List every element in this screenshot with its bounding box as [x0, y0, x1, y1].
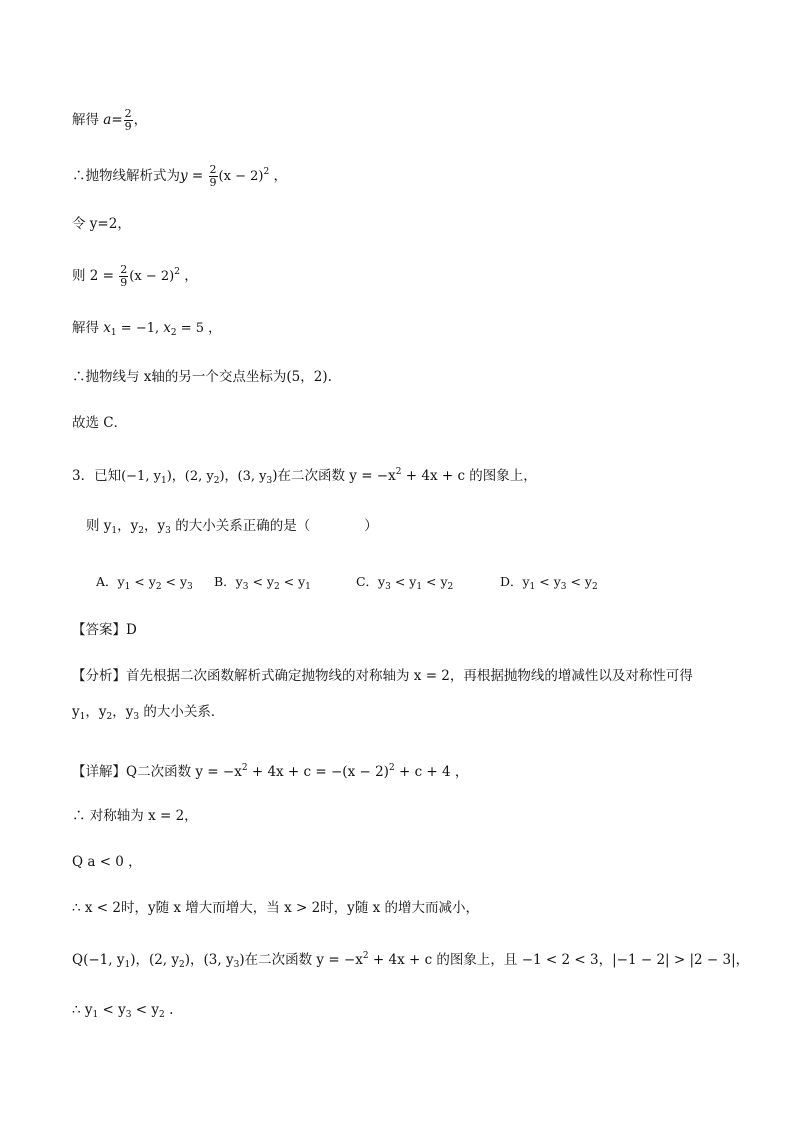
var-x2: x [163, 320, 171, 336]
punct: ， [269, 168, 287, 184]
text: )，(2, y [130, 952, 180, 968]
exponent: 2 [241, 763, 248, 773]
subscript: 3 [133, 712, 140, 722]
point-3: )，(3, y [219, 469, 267, 484]
subscript: 2 [170, 328, 177, 338]
analysis-line-2 [72, 702, 224, 727]
option-d [500, 572, 598, 597]
subscript: 2 [447, 582, 454, 592]
text: < y [98, 1002, 126, 1018]
point-1: (−1, y [121, 469, 161, 484]
answer-line: 【答案】D [72, 622, 137, 638]
points-line [72, 946, 749, 975]
text: < y [248, 574, 274, 589]
var-a: a [103, 112, 112, 128]
text: )在二次函数 y = −x [239, 952, 363, 968]
text: ∴抛物线解析式为 [72, 168, 180, 184]
text: < y [161, 574, 188, 589]
denominator: 9 [209, 176, 217, 189]
text: 解得 [72, 320, 104, 336]
text: )在二次函数 y = −x [272, 468, 396, 484]
subscript: 2 [106, 712, 113, 722]
fraction [119, 264, 128, 289]
var-y: y [180, 168, 188, 184]
subscript: 2 [159, 1010, 165, 1020]
math: = 5 ， [176, 321, 222, 336]
point-2: )，(2, y [166, 469, 214, 484]
conclusion-line [72, 1000, 173, 1025]
question-3-prompt [86, 516, 378, 541]
text: B．y [213, 574, 243, 589]
text: A．y [96, 574, 125, 589]
text: + c + 4 ， [394, 764, 469, 780]
text: < y [390, 574, 417, 589]
monotonicity-line: ∴ x < 2时，y随 x 增大而增大，当 x > 2时，y随 x 的增大而减小， [72, 900, 480, 916]
subscript: 1 [305, 582, 311, 592]
intersection-line: ∴抛物线与 x轴的另一个交点坐标为(5，2). [72, 369, 332, 385]
subscript: 1 [110, 328, 117, 338]
subscript: 1 [529, 582, 536, 592]
subscript: 3 [242, 582, 249, 592]
analysis-line-1: 【分析】首先根据二次函数解析式确定抛物线的对称轴为 x = 2，再根据抛物线的增减性以及对称性可得 [72, 668, 693, 684]
subscript: 1 [160, 476, 167, 486]
punct: ， [133, 112, 148, 128]
solve-a-line [72, 108, 147, 133]
numerator: 2 [124, 107, 132, 120]
subscript: 2 [591, 582, 598, 592]
text: ，y [85, 704, 107, 720]
solutions-line [72, 318, 221, 343]
exponent: 2 [174, 267, 180, 277]
text: + 4x + c 的图象上， [401, 468, 537, 484]
text: 解得 [72, 112, 99, 128]
text: )，(3, y [184, 952, 234, 968]
text: 则 y [86, 518, 112, 534]
math: = −1, [116, 321, 164, 336]
eq: = [187, 168, 208, 184]
subscript: 2 [213, 476, 220, 486]
text: ∴ y [72, 1002, 93, 1018]
eq: = [111, 112, 123, 128]
exponent: 2 [263, 167, 270, 177]
text: 【详解】Q二次函数 y = −x [72, 764, 242, 780]
subscript: 1 [416, 582, 423, 592]
text: ，y [117, 518, 139, 534]
axis-line: ∴ 对称轴为 x = 2， [72, 808, 198, 824]
option-c [356, 572, 496, 597]
text: < y [130, 574, 156, 589]
a-negative-line: Q a < 0 ， [72, 854, 142, 870]
subscript: 1 [92, 1010, 99, 1020]
var-x1: x [103, 320, 111, 336]
text: + 4x + c = −(x − 2) [247, 764, 389, 780]
detail-line [72, 758, 468, 782]
text: < y [566, 574, 592, 589]
option-a [96, 572, 210, 597]
subscript: 2 [179, 960, 185, 970]
text: y [72, 704, 80, 720]
subscript: 2 [138, 526, 145, 536]
subscript: 3 [266, 476, 273, 486]
text: ，y [144, 518, 166, 534]
text: 的大小关系正确的是（ ） [170, 518, 378, 534]
subscript: 3 [187, 582, 193, 592]
text: Q(−1, y [72, 952, 125, 968]
subscript: 1 [124, 582, 131, 592]
punct: ， [179, 268, 198, 284]
exponent: 2 [395, 467, 402, 477]
exponent: 2 [362, 951, 369, 961]
subscript: 3 [560, 582, 567, 592]
text: ，y [112, 704, 134, 720]
subscript: 1 [111, 526, 118, 536]
text: 3．已知 [72, 468, 122, 484]
text: 则 2 = [72, 268, 119, 284]
subscript: 1 [124, 960, 131, 970]
subscript: 3 [125, 1010, 132, 1020]
options-row [96, 572, 598, 597]
parabola-expression-line [72, 162, 287, 189]
text: + 4x + c 的图象上，且 −1 < 2 < 3，|−1 − 2| > |2 − 3|， [368, 952, 750, 968]
math-body: (x − 2) [129, 269, 175, 284]
text: 的大小关系． [139, 704, 225, 720]
text: < y [422, 574, 448, 589]
substitute-line [72, 262, 198, 289]
text: < y [279, 574, 306, 589]
choose-c-line: 故选 C． [72, 415, 128, 431]
text: D．y [499, 574, 530, 589]
subscript: 3 [165, 526, 171, 536]
subscript: 1 [79, 712, 86, 722]
subscript: 2 [155, 582, 162, 592]
option-b [214, 572, 352, 597]
text: < y [131, 1002, 160, 1018]
denominator: 9 [124, 120, 132, 133]
text: . [164, 1002, 174, 1018]
subscript: 3 [385, 582, 391, 592]
subscript: 3 [233, 960, 240, 970]
fraction [209, 164, 218, 189]
fraction [124, 108, 133, 133]
denominator: 9 [120, 276, 128, 289]
numerator: 2 [209, 163, 217, 176]
text: C．y [355, 574, 386, 589]
text: < y [535, 574, 561, 589]
exponent: 2 [388, 763, 395, 773]
subscript: 2 [273, 582, 280, 592]
question-3-stem [72, 462, 537, 491]
numerator: 2 [120, 263, 128, 276]
let-y-line: 令 y=2， [72, 216, 131, 232]
math-body: (x − 2) [218, 169, 264, 184]
